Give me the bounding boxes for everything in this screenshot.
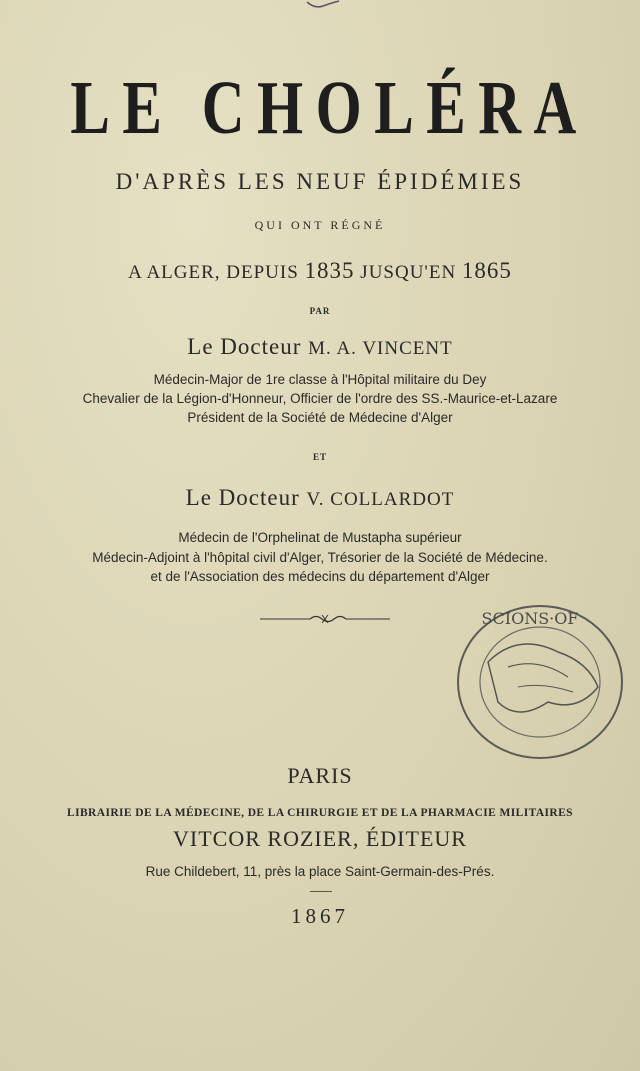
author2-heading	[0, 485, 640, 511]
alger-mid: JUSQU'EN	[354, 262, 462, 283]
author1-title: Le Docteur	[187, 334, 309, 359]
year-end: 1865	[461, 258, 512, 283]
author1-heading	[0, 334, 640, 360]
par-label: PAR	[309, 306, 331, 316]
author2-credential: Médecin-Adjoint à l'hôpital civil d'Alger, Trésorier de la Société de Médecine.	[92, 550, 548, 565]
publisher-address: Rue Childebert, 11, près la place Saint-Germain-des-Prés.	[145, 864, 495, 879]
publisher-editor: VITCOR ROZIER, ÉDITEUR	[173, 826, 467, 851]
stamp-text: SCIONS·OF	[481, 609, 579, 628]
author2-credential: Médecin de l'Orphelinat de Mustapha supérieur	[178, 530, 462, 545]
place-and-period	[0, 258, 640, 284]
author1-credential: Médecin-Major de 1re classe à l'Hôpital militaire du Dey	[153, 372, 487, 387]
publication-city: PARIS	[287, 763, 353, 788]
short-rule	[310, 891, 332, 892]
subtitle-continuation: QUI ONT RÉGNÉ	[254, 218, 386, 232]
book-title: LE CHOLÉRA	[70, 66, 589, 150]
alger-pre: A ALGER, DEPUIS	[128, 262, 305, 283]
author2-title: Le Docteur	[185, 485, 307, 510]
ornament-divider-icon	[260, 612, 390, 626]
binding-mark-icon	[305, 0, 341, 10]
author2-name: V. COLLARDOT	[306, 489, 455, 510]
author2-credential: et de l'Association des médecins du département d'Alger	[150, 569, 490, 584]
book-subtitle: D'APRÈS LES NEUF ÉPIDÉMIES	[115, 169, 525, 194]
author1-credential: Chevalier de la Légion-d'Honneur, Officier de l'ordre des SS.-Maurice-et-Lazare	[82, 391, 558, 406]
et-label: ET	[312, 452, 327, 462]
publisher-line: LIBRAIRIE DE LA MÉDECINE, DE LA CHIRURGIE ET DE LA PHARMACIE MILITAIRES	[67, 807, 573, 819]
year-start: 1835	[304, 258, 355, 283]
publication-year: 1867	[291, 904, 349, 928]
author1-name: M. A. VINCENT	[308, 338, 453, 359]
author1-credential: Président de la Société de Médecine d'Alger	[187, 410, 453, 425]
library-stamp-icon	[448, 592, 628, 772]
